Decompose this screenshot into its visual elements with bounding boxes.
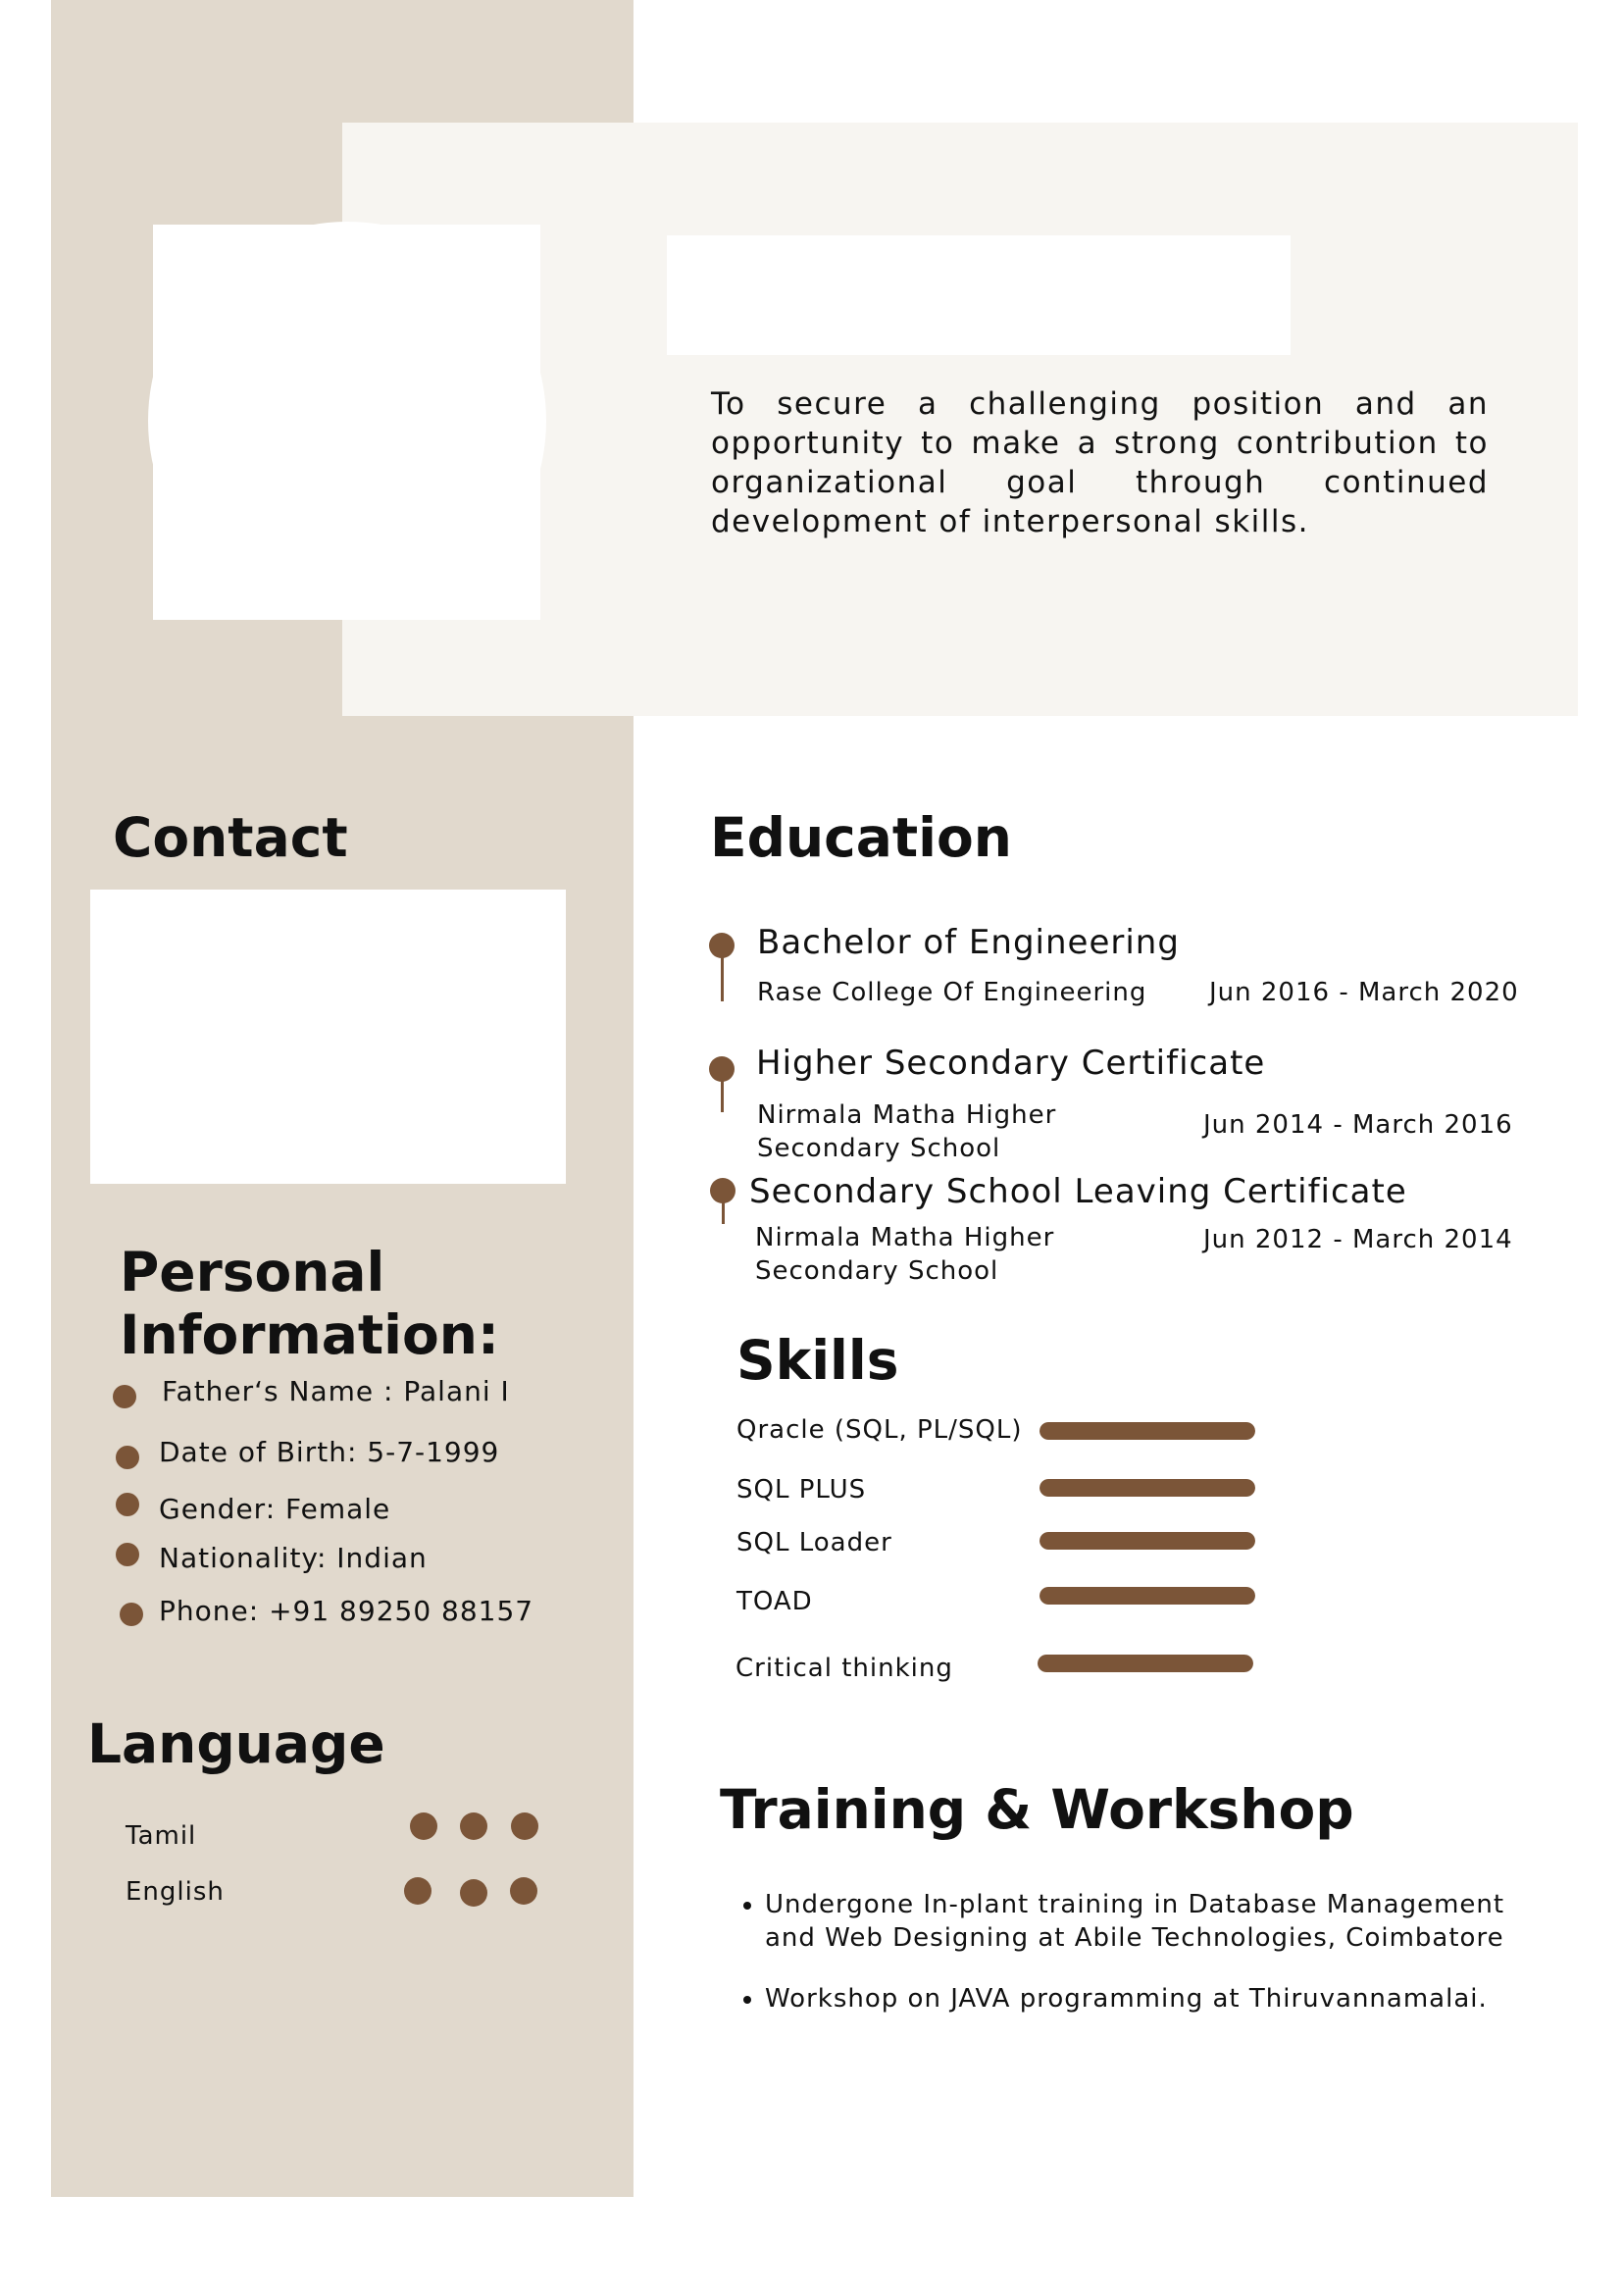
training-heading: Training & Workshop — [720, 1778, 1354, 1841]
timeline-stem — [721, 1077, 724, 1112]
name-placeholder — [667, 235, 1291, 355]
skill-bar — [1040, 1587, 1255, 1605]
skill-bar-fill — [1040, 1479, 1255, 1497]
training-list — [730, 1888, 1530, 2043]
fathers-name: Father‘s Name : Palani I — [162, 1375, 510, 1407]
gender: Gender: Female — [159, 1493, 391, 1525]
degree-title: Higher Secondary Certificate — [756, 1044, 1266, 1083]
education-dates: Jun 2014 - March 2016 — [1203, 1110, 1513, 1140]
timeline-stem — [721, 953, 724, 1001]
school-name: Rase College Of Engineering — [757, 978, 1147, 1007]
nationality: Nationality: Indian — [159, 1542, 428, 1574]
skill-label: Qracle (SQL, PL/SQL) — [736, 1415, 1023, 1445]
timeline-stem — [722, 1199, 725, 1224]
language-heading: Language — [87, 1712, 385, 1775]
bullet-dot-icon — [113, 1385, 136, 1408]
contact-details-placeholder — [90, 890, 566, 1184]
language-english: English — [126, 1877, 225, 1907]
list-item: • Undergone In-plant training in Database Management and Web Designing at Abile Technologies, Coimbatore — [765, 1888, 1530, 1955]
skill-label: SQL PLUS — [736, 1475, 867, 1505]
skill-bar-fill — [1040, 1532, 1255, 1550]
bullet-dot-icon — [116, 1543, 139, 1566]
skill-bar — [1040, 1532, 1255, 1550]
bullet-dot-icon — [120, 1603, 143, 1626]
contact-heading: Contact — [113, 806, 348, 869]
language-tamil: Tamil — [126, 1821, 197, 1851]
bullet-dot-icon — [116, 1446, 139, 1469]
proficiency-dot-icon — [410, 1812, 437, 1840]
education-heading: Education — [710, 806, 1012, 869]
list-item: • Workshop on JAVA programming at Thiruvannamalai. — [765, 1982, 1530, 2015]
skill-label: SQL Loader — [736, 1528, 892, 1557]
education-dates: Jun 2012 - March 2014 — [1203, 1225, 1513, 1254]
degree-title: Bachelor of Engineering — [757, 923, 1180, 962]
proficiency-dot-icon — [404, 1877, 431, 1905]
personal-information-heading: Personal Information: — [120, 1241, 499, 1366]
skill-label: Critical thinking — [735, 1654, 953, 1683]
profile-photo-placeholder — [153, 225, 540, 620]
phone: Phone: +91 89250 88157 — [159, 1595, 534, 1627]
skill-bar-fill — [1040, 1587, 1255, 1605]
school-name: Nirmala Matha Higher Secondary School — [755, 1223, 1055, 1286]
proficiency-dot-icon — [460, 1812, 487, 1840]
proficiency-dot-icon — [460, 1879, 487, 1907]
career-objective: To secure a challenging position and an opportunity to make a strong contribution to organizational goal through continued development of interpersonal skills. — [711, 386, 1489, 539]
education-dates: Jun 2016 - March 2020 — [1209, 978, 1519, 1007]
skill-bar-fill — [1040, 1422, 1255, 1440]
skill-bar — [1038, 1655, 1253, 1672]
date-of-birth: Date of Birth: 5-7-1999 — [159, 1436, 500, 1468]
school-name: Nirmala Matha Higher Secondary School — [757, 1100, 1057, 1163]
skills-heading: Skills — [736, 1329, 899, 1392]
skill-label: TOAD — [736, 1587, 813, 1616]
proficiency-dot-icon — [511, 1812, 538, 1840]
proficiency-dot-icon — [510, 1877, 537, 1905]
skill-bar — [1040, 1422, 1255, 1440]
degree-title: Secondary School Leaving Certificate — [749, 1172, 1407, 1211]
skill-bar — [1040, 1479, 1255, 1497]
bullet-dot-icon — [116, 1493, 139, 1516]
skill-bar-fill — [1038, 1655, 1253, 1672]
